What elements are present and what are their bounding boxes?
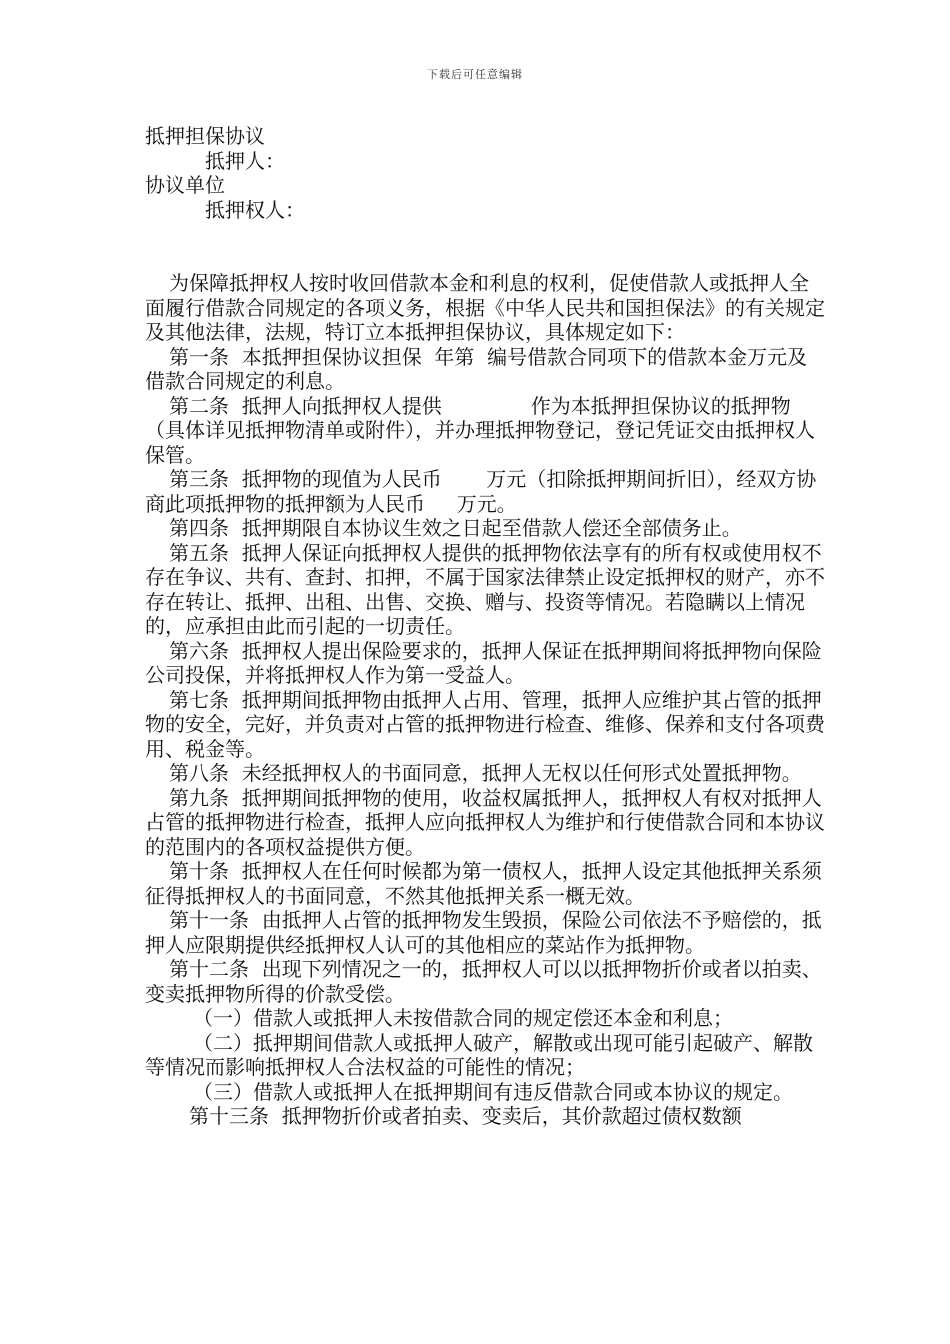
mortgagee-label: 抵押权人：: [205, 197, 305, 222]
mortgagor-label: 抵押人：: [205, 148, 285, 173]
article-10: 第十条 抵押权人在任何时候都为第一债权人，抵押人设定其他抵押关系须征得抵押权人的书面同意，不然其他抵押关系一概无效。: [145, 859, 822, 908]
article-1: 第一条 本抵押担保协议担保 年第 编号借款合同项下的借款本金万元及借款合同规定的利息。: [145, 344, 808, 393]
article-2: 第二条 抵押人向抵押权人提供 作为本抵押担保协议的抵押物（具体详见抵押物清单或附件），并办理抵押物登记，登记凭证交由抵押权人保管。: [145, 393, 815, 467]
doc-title: 抵押担保协议: [145, 124, 265, 148]
page-header: 下载后可任意编辑: [427, 68, 523, 81]
article-11: 第十一条 由抵押人占管的抵押物发生毁损，保险公司依法不予赔偿的，抵押人应限期提供经抵押权人认可的其他相应的菜站作为抵押物。: [145, 908, 822, 957]
article-9: 第九条 抵押期间抵押物的使用，收益权属抵押人，抵押权人有权对抵押人占管的抵押物进行检查，抵押人应向抵押权人为维护和行使借款合同和本协议的范围内的各项权益提供方便。: [145, 785, 825, 859]
article-4: 第四条 抵押期限自本协议生效之日起至借款人偿还全部债务止。: [169, 516, 742, 540]
article-12: 第十二条 出现下列情况之一的，抵押权人可以以抵押物折价或者以拍卖、变卖抵押物所得的价款受偿。: [145, 957, 822, 1006]
sub-item-2: （二）抵押期间借款人或抵押人破产，解散或出现可能引起破产、解散等情况而影响抵押权人合法权益的可能性的情况；: [145, 1030, 813, 1079]
agreement-body: [145, 124, 825, 1129]
spacer: [145, 222, 825, 271]
article-6: 第六条 抵押权人提出保险要求的，抵押人保证在抵押期间将抵押物向保险公司投保，并将抵押权人作为第一受益人。: [145, 638, 822, 687]
sub-item-1: （一）借款人或抵押人未按借款合同的规定偿还本金和利息；: [193, 1006, 733, 1030]
unit-label: 协议单位: [145, 173, 225, 197]
article-8: 第八条 未经抵押权人的书面同意，抵押人无权以任何形式处置抵押物。: [169, 761, 802, 785]
article-5: 第五条 抵押人保证向抵押权人提供的抵押物依法享有的所有权或使用权不存在争议、共有、查封、扣押，不属于国家法律禁止设定抵押权的财产，亦不存在转让、抵押、出租、出售、交换、赠与、投资等情况。若隐瞒以上情况的，应承担由此而引起的一切责任。: [145, 540, 825, 638]
preamble: 为保障抵押权人按时收回借款本金和利息的权利，促使借款人或抵押人全面履行借款合同规定的各项义务，根据《中华人民共和国担保法》的有关规定及其他法律，法规，特订立本抵押担保协议，具体规定如下：: [145, 271, 825, 344]
article-7: 第七条 抵押期间抵押物由抵押人占用、管理，抵押人应维护其占管的抵押物的安全，完好，并负责对占管的抵押物进行检查、维修、保养和支付各项费用、税金等。: [145, 687, 825, 761]
sub-item-3: （三）借款人或抵押人在抵押期间有违反借款合同或本协议的规定。: [193, 1079, 793, 1104]
article-13: 第十三条 抵押物折价或者拍卖、变卖后，其价款超过债权数额: [189, 1104, 742, 1128]
article-3: 第三条 抵押物的现值为人民币 万元（扣除抵押期间折旧），经双方协商此项抵押物的抵押额为人民币 万元。: [145, 467, 817, 516]
